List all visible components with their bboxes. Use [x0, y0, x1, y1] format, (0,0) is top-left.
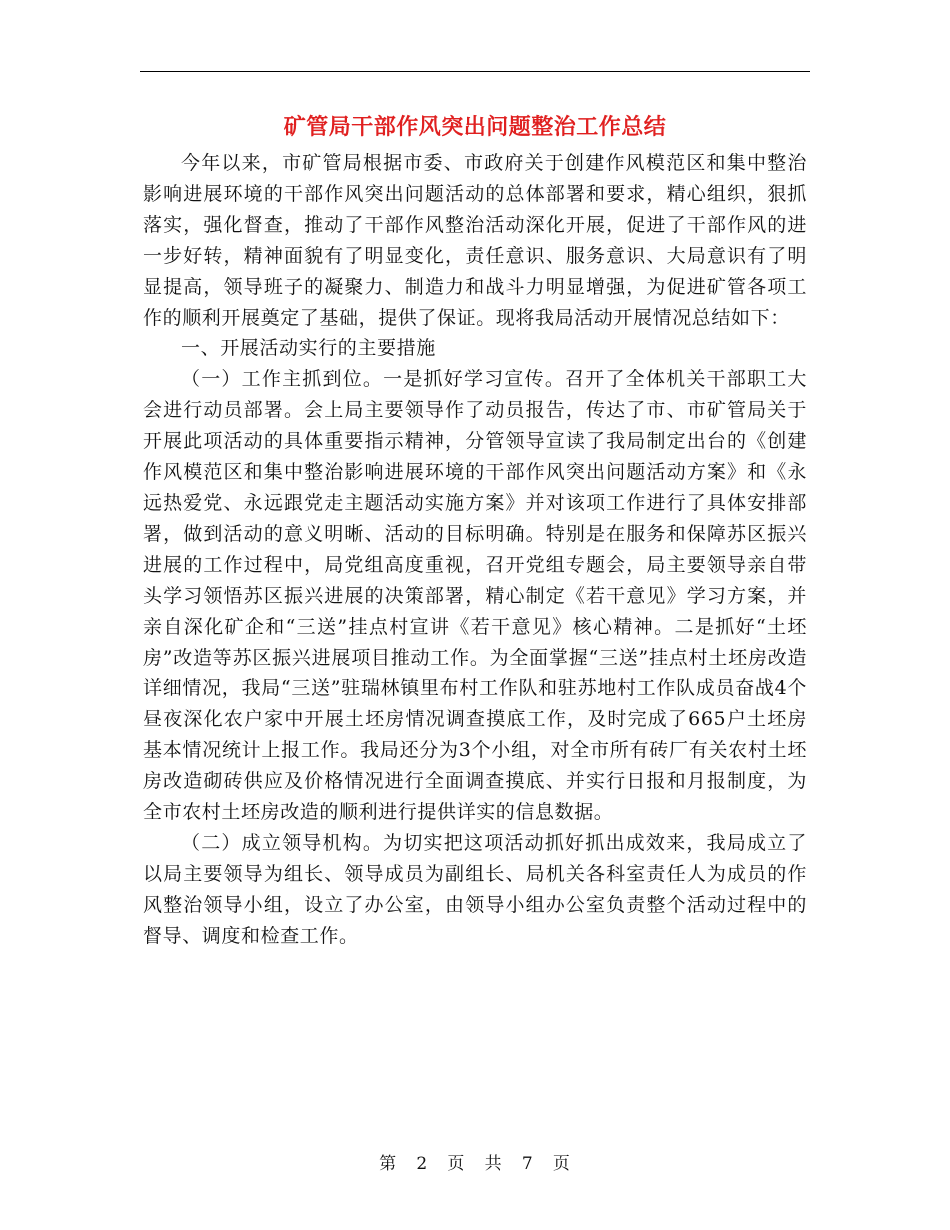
section-heading: 一、开展活动实行的主要措施 — [181, 337, 436, 360]
page-footer — [0, 1152, 950, 1176]
footer-prefix: 第 — [379, 1154, 398, 1174]
footer-page-label: 页 — [447, 1154, 466, 1174]
footer-suffix: 页 — [552, 1154, 571, 1174]
footer-current-page: 2 — [416, 1154, 429, 1174]
document-body — [143, 148, 807, 952]
footer-total-pages: 7 — [521, 1154, 534, 1174]
paragraph-intro: 今年以来，市矿管局根据市委、市政府关于创建作风模范区和集中整治影响进展环境的干部作风突出问题活动的总体部署和要求，精心组织，狠抓落实，强化督查，推动了干部作风整治活动深化开展，促进了干部作风的进一步好转，精神面貌有了明显变化，责任意识、服务意识、大局意识有了明显提高，领导班子的凝聚力、制造力和战斗力明显增强，为促进矿管各项工作的顺利开展奠定了基础，提供了保证。现将我局活动开展情况总结如下： — [143, 152, 807, 329]
document-title: 矿管局干部作风突出问题整治工作总结 — [283, 114, 667, 140]
paragraph-item-2: （二）成立领导机构。为切实把这项活动抓好抓出成效来，我局成立了以局主要领导为组长、领导成员为副组长、局机关各科室责任人为成员的作风整治领导小组，设立了办公室，由领导小组办公室负责整个活动过程中的督导、调度和检查工作。 — [143, 831, 807, 947]
footer-total-label: 共 — [484, 1154, 503, 1174]
paragraph-item-1: （一）工作主抓到位。一是抓好学习宣传。召开了全体机关干部职工大会进行动员部署。会上局主要领导作了动员报告，传达了市、市矿管局关于开展此项活动的具体重要指示精神，分管领导宣读了我局制定出台的《创建作风模范区和集中整治影响进展环境的干部作风突出问题活动方案》和《永远热爱党、永远跟党走主题活动实施方案》并对该项工作进行了具体安排部署，做到活动的意义明晰、活动的目标明确。特别是在服务和保障苏区振兴进展的工作过程中，局党组高度重视，召开党组专题会，局主要领导亲自带头学习领悟苏区振兴进展的决策部署，精心制定《若干意见》学习方案，并亲自深化矿企和“三送”挂点村宣讲《若干意见》核心精神。二是抓好“土坯房”改造等苏区振兴进展项目推动工作。为全面掌握“三送”挂点村土坯房改造详细情况，我局“三送”驻瑞林镇里布村工作队和驻苏地村工作队成员奋战4个昼夜深化农户家中开展土坯房情况调查摸底工作，及时完成了665户土坯房基本情况统计上报工作。我局还分为3个小组，对全市所有砖厂有关农村土坯房改造砌砖供应及价格情况进行全面调查摸底、并实行日报和月报制度，为全市农村土坯房改造的顺利进行提供详实的信息数据。 — [143, 368, 807, 824]
header-rule — [140, 71, 810, 72]
